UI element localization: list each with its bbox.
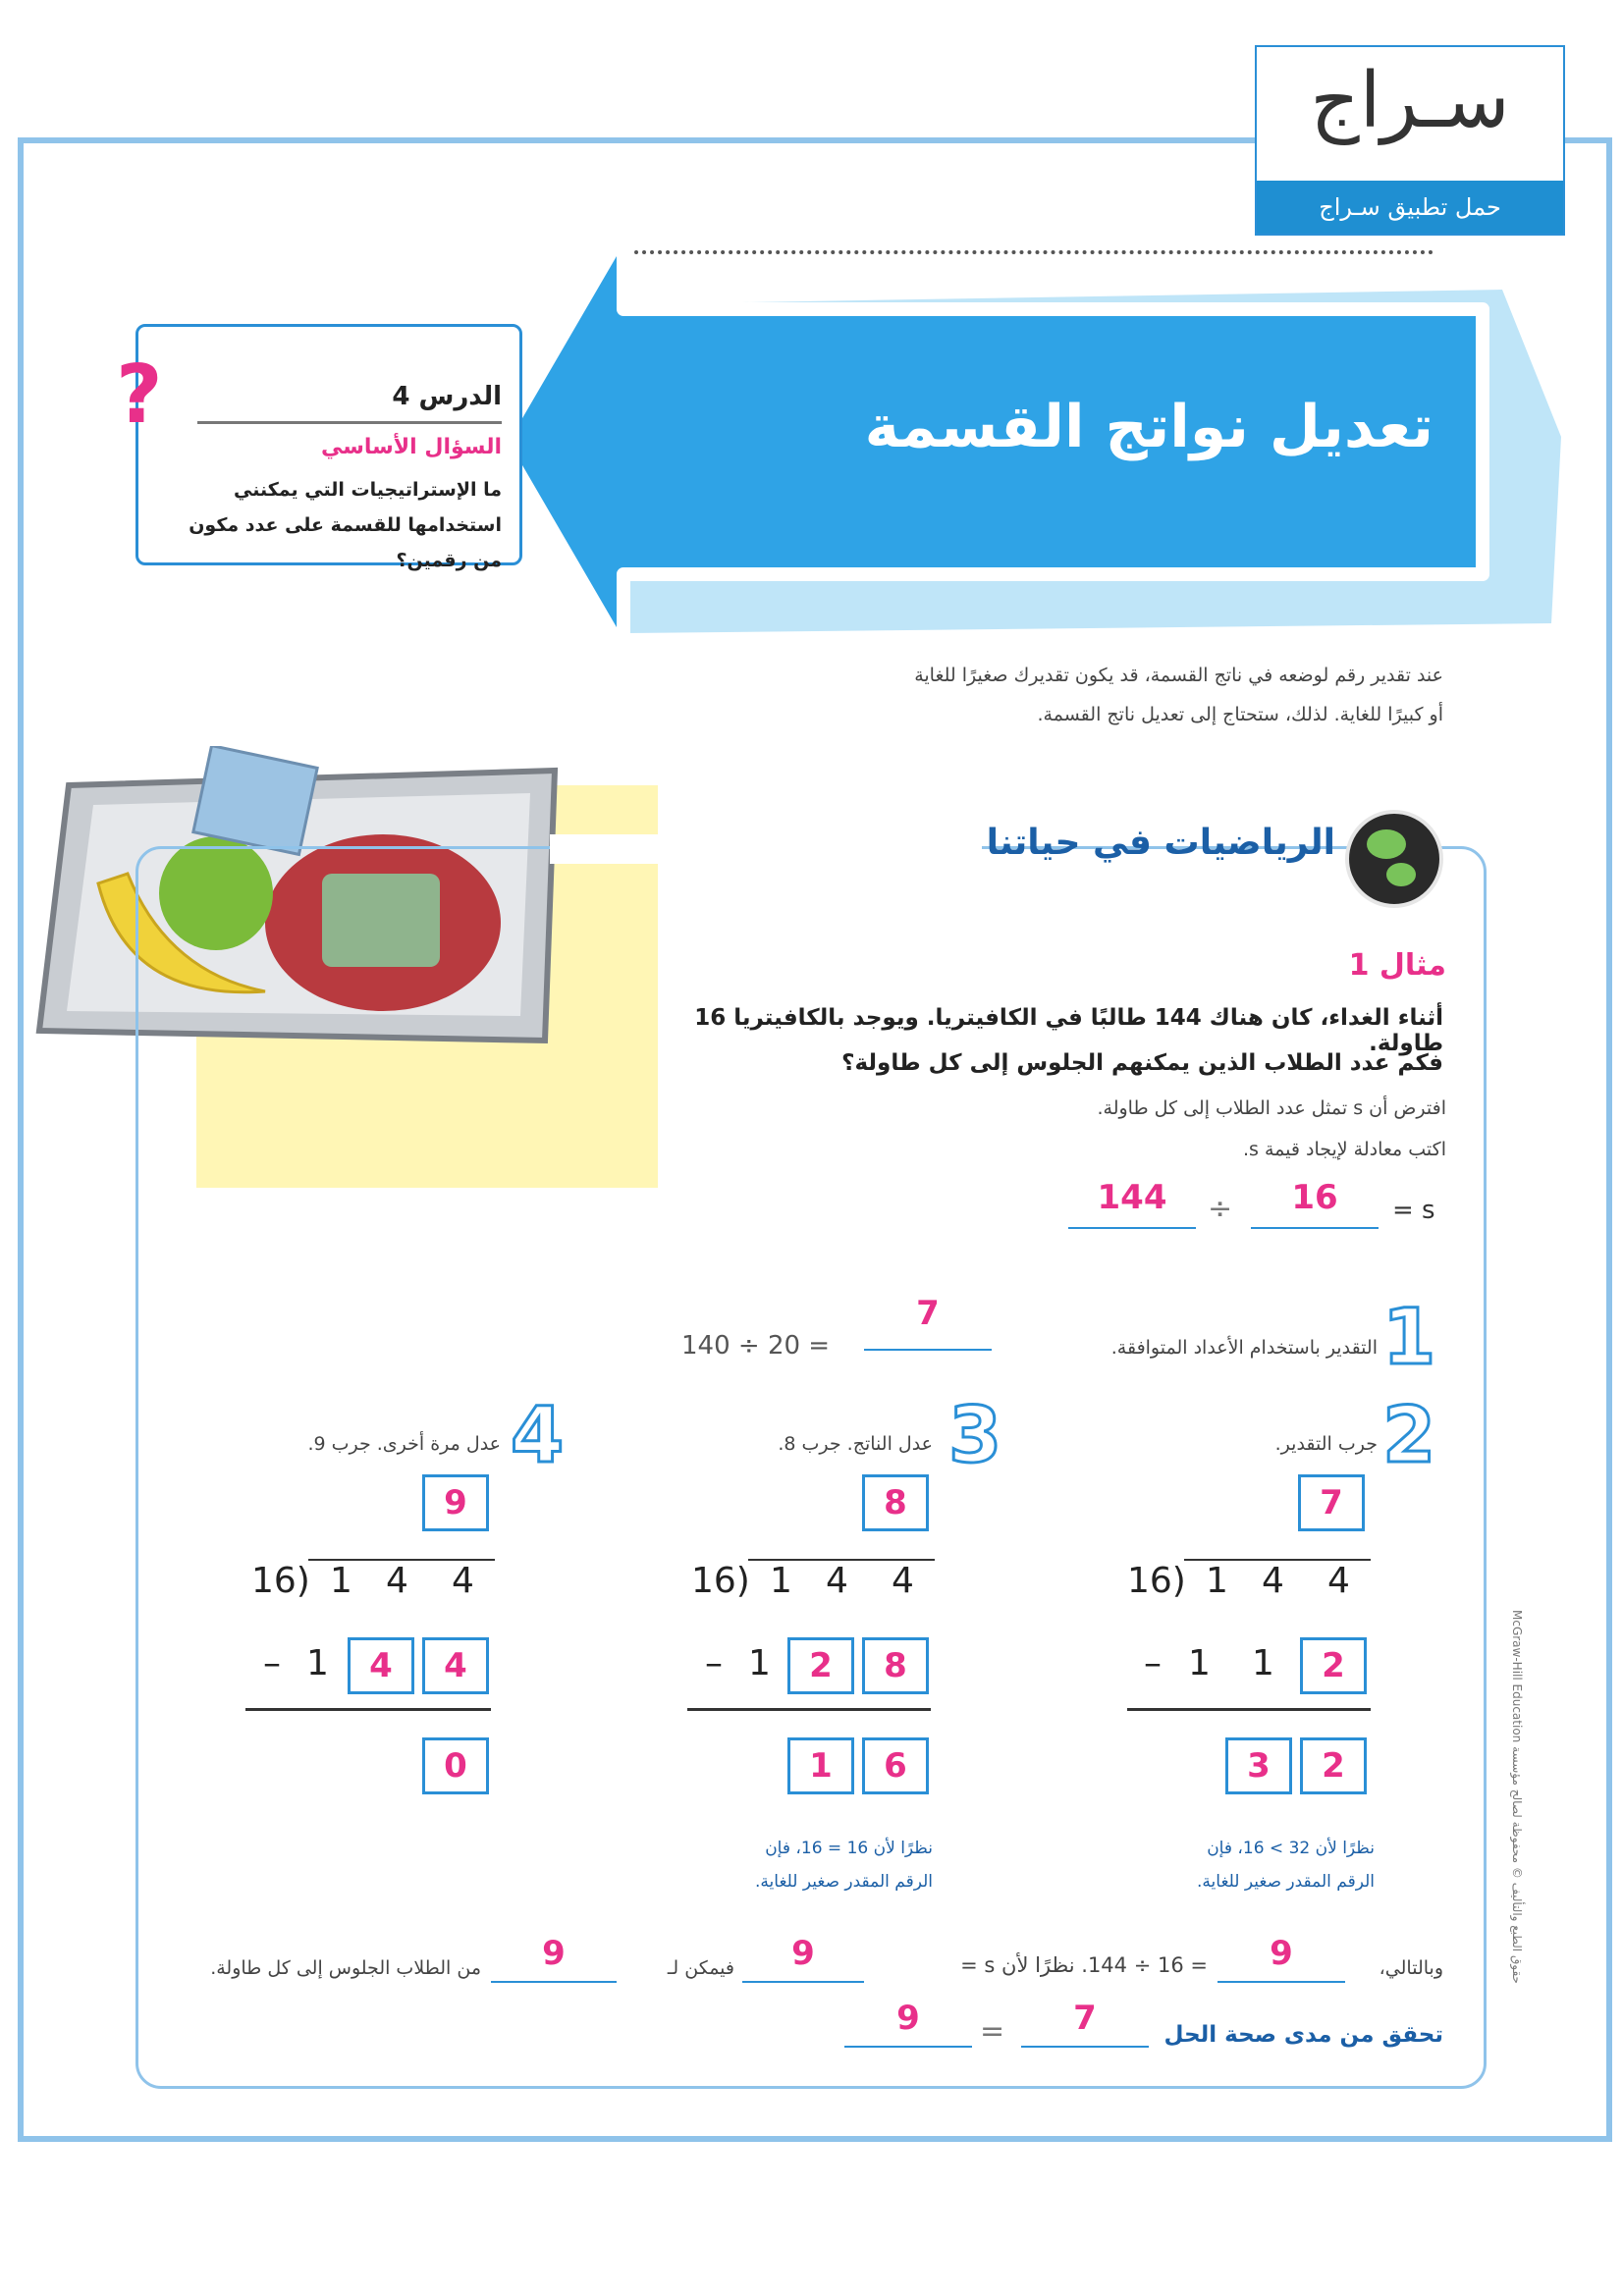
step2-number: 2 bbox=[1382, 1392, 1436, 1480]
dividend-digit: 4 bbox=[386, 1561, 408, 1601]
note-line2: الرقم المقدر صغير للغاية. bbox=[755, 1872, 933, 1892]
subtrahend-box: 4 bbox=[422, 1637, 489, 1694]
dividend-digit: 4 bbox=[1327, 1561, 1350, 1601]
question-mark-icon: ? bbox=[116, 348, 163, 442]
quotient-box: 7 bbox=[1298, 1474, 1365, 1531]
conclusion-mid2: فيمكن لـ bbox=[667, 1957, 734, 1979]
step3-number: 3 bbox=[948, 1392, 1002, 1480]
divisor: 16) bbox=[691, 1561, 750, 1601]
remainder-box: 1 bbox=[787, 1737, 854, 1794]
step2-text: جرب التقدير. bbox=[1274, 1433, 1378, 1455]
remainder-box: 2 bbox=[1300, 1737, 1367, 1794]
divisor: 16) bbox=[251, 1561, 310, 1601]
remainder-box: 3 bbox=[1225, 1737, 1292, 1794]
logo-tagline: حمل تطبيق سـراج bbox=[1257, 181, 1563, 234]
subtrahend-box: 2 bbox=[787, 1637, 854, 1694]
equation-b-blank: 16 bbox=[1251, 1178, 1379, 1229]
dividend-digit: 4 bbox=[452, 1561, 474, 1601]
dividend-digit: 4 bbox=[1262, 1561, 1284, 1601]
subtrahend-digit: 1 bbox=[1188, 1643, 1211, 1683]
subtrahend-digit: 1 bbox=[1252, 1643, 1274, 1683]
equation-div-sign: ÷ bbox=[1208, 1192, 1233, 1226]
note-line2: الرقم المقدر صغير للغاية. bbox=[1197, 1872, 1375, 1892]
check-label: تحقق من مدى صحة الحل bbox=[1163, 2022, 1443, 2048]
lesson-card bbox=[135, 324, 522, 571]
subtraction-rule bbox=[245, 1708, 491, 1711]
remainder-box: 0 bbox=[422, 1737, 489, 1794]
dividend-digit: 1 bbox=[770, 1561, 792, 1601]
conclusion-answer-3: 9 bbox=[491, 1934, 617, 1983]
subtrahend-digit: 1 bbox=[306, 1643, 329, 1683]
lesson-rule bbox=[197, 421, 502, 424]
step3-text: عدل الناتج. جرب 8. bbox=[778, 1433, 933, 1455]
check-answer-a: 7 bbox=[1021, 1999, 1149, 2048]
divisor: 16) bbox=[1127, 1561, 1186, 1601]
division-note bbox=[677, 1832, 933, 1898]
equation-rhs: = s bbox=[1392, 1196, 1435, 1225]
subtraction-rule bbox=[687, 1708, 931, 1711]
check-answer-b: 9 bbox=[844, 1999, 972, 2048]
equation-a-blank: 144 bbox=[1068, 1178, 1196, 1229]
globe-icon bbox=[1345, 810, 1443, 908]
quotient-box: 8 bbox=[862, 1474, 929, 1531]
dividend-digit: 4 bbox=[826, 1561, 848, 1601]
page-title: تعديل نواتج القسمة bbox=[864, 393, 1434, 461]
minus-sign: – bbox=[1144, 1643, 1162, 1683]
problem-line1: أثناء الغداء، كان هناك 144 طالبًا في الكافيتريا. ويوجد بالكافيتريا 16 طاولة. bbox=[694, 1005, 1443, 1056]
conclusion-suffix: من الطلاب الجلوس إلى كل طاولة. bbox=[210, 1957, 481, 1979]
subtrahend-box: 8 bbox=[862, 1637, 929, 1694]
question-title: السؤال الأساسي bbox=[321, 435, 502, 459]
copyright-credit: حقوق الطبع والتأليف © محفوظة لصالح مؤسسة McGraw-Hill Education bbox=[1510, 1610, 1524, 1984]
subtraction-rule bbox=[1127, 1708, 1371, 1711]
dividend-digit: 1 bbox=[1206, 1561, 1228, 1601]
step1-number: 1 bbox=[1382, 1294, 1436, 1382]
logo-name: سـراج bbox=[1310, 57, 1510, 145]
write-equation-text: اكتب معادلة لإيجاد قيمة s. bbox=[1242, 1139, 1446, 1160]
siraj-logo bbox=[1255, 45, 1565, 236]
subtrahend-digit: 1 bbox=[748, 1643, 771, 1683]
question-text: ما الإستراتيجيات التي يمكنني استخدامها للقسمة على عدد مكون من رقمين؟ bbox=[189, 479, 502, 571]
quotient-box: 9 bbox=[422, 1474, 489, 1531]
division-note bbox=[1119, 1832, 1375, 1898]
conclusion-mid1: = 16 ÷ 144. نظرًا لأن s = bbox=[960, 1953, 1208, 1977]
dividend-digit: 1 bbox=[330, 1561, 352, 1601]
note-line1: نظرًا لأن 16 = 16، فإن bbox=[765, 1839, 933, 1858]
step1-answer: 7 bbox=[864, 1294, 992, 1351]
remainder-box: 6 bbox=[862, 1737, 929, 1794]
section-title: الرياضيات في حياتنا bbox=[986, 823, 1335, 863]
conclusion-answer-1: 9 bbox=[1217, 1934, 1345, 1983]
step4-text: عدل مرة أخرى. جرب 9. bbox=[307, 1433, 501, 1455]
frame-cover bbox=[550, 834, 982, 864]
check-equals: = bbox=[980, 2014, 1005, 2049]
note-line1: نظرًا لأن 32 > 16، فإن bbox=[1207, 1839, 1375, 1858]
minus-sign: – bbox=[263, 1643, 281, 1683]
step1-text: التقدير باستخدام الأعداد المتوافقة. bbox=[1110, 1337, 1378, 1359]
example-label: مثال 1 bbox=[1348, 948, 1446, 983]
assume-text: افترض أن s تمثل عدد الطلاب إلى كل طاولة. bbox=[1097, 1097, 1446, 1119]
subtrahend-box: 2 bbox=[1300, 1637, 1367, 1694]
problem-line2: فكم عدد الطلاب الذين يمكنهم الجلوس إلى كل طاولة؟ bbox=[841, 1050, 1443, 1076]
conclusion-answer-2: 9 bbox=[742, 1934, 864, 1983]
conclusion-prefix: وبالتالي، bbox=[1379, 1957, 1443, 1979]
step1-expression: 140 ÷ 20 = bbox=[681, 1331, 831, 1361]
subtrahend-box: 4 bbox=[348, 1637, 414, 1694]
dividend-digit: 4 bbox=[892, 1561, 914, 1601]
lesson-label: الدرس 4 bbox=[392, 382, 502, 411]
step4-number: 4 bbox=[511, 1392, 565, 1480]
minus-sign: – bbox=[705, 1643, 723, 1683]
intro-text: عند تقدير رقم لوضعه في ناتج القسمة، قد يكون تقديرك صغيرًا للغاية أو كبيرًا للغاية. لذلك، ستحتاج إلى تعديل ناتج القسمة. bbox=[914, 665, 1443, 725]
